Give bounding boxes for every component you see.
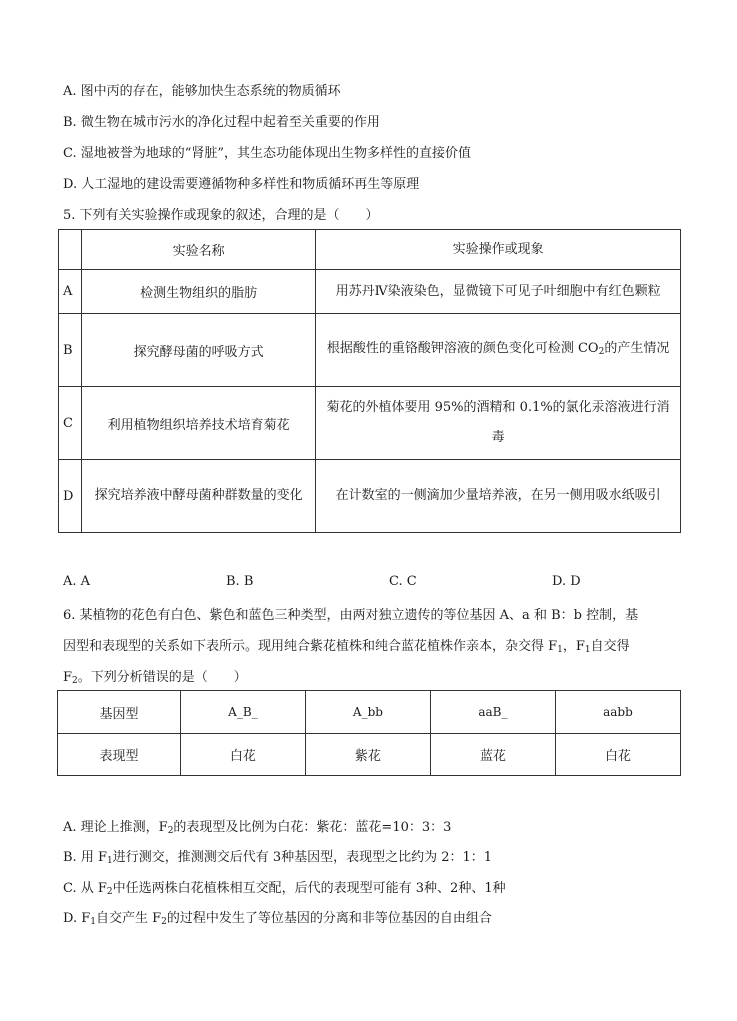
q6-option-b: B. 用 $F_1$进行测交，推测测交后代有 3种基因型，表现型之比约为 2：1：1: [63, 850, 493, 866]
q6-table: [57, 690, 681, 776]
phenotype-row: [58, 734, 681, 776]
genotype-cell: aabb: [555, 691, 680, 734]
table-row: [59, 460, 681, 533]
genotype-cell: A_bb: [305, 691, 430, 734]
q6-stem-line2: 因型和表现型的关系如下表所示。现用纯合紫花植株和纯合蓝花植株作亲本，杂交得 $F_1$，$F_1$自交得: [63, 639, 630, 655]
experiment-observation: 根据酸性的重铬酸钾溶液的颜色变化可检测 $CO_2$的产生情况: [316, 314, 681, 387]
q5-answer-a: A. A: [63, 574, 91, 589]
q6-option-a: A. 理论上推测，$F_2$的表现型及比例为白花：紫花：蓝花=10：3：3: [63, 820, 452, 836]
q6-option-d: D. $F_1$自交产生 $F_2$的过程中发生了等位基因的分离和非等位基因的自由组合: [63, 911, 492, 927]
genotype-row: [58, 691, 681, 734]
genotype-cell: aaB_: [430, 691, 555, 734]
q5-answer-b: B. B: [226, 574, 254, 589]
genotype-header: 基因型: [58, 691, 181, 734]
phenotype-cell: 白花: [555, 734, 680, 776]
phenotype-header: 表现型: [58, 734, 181, 776]
experiment-name: 探究培养液中酵母菌种群数量的变化: [81, 460, 315, 533]
q5-answer-c: C. C: [389, 574, 417, 589]
table-row: [59, 314, 681, 387]
q6-option-c: C. 从 $F_2$中任选两株白花植株相互交配，后代的表现型可能有 3种、2种、1种: [63, 881, 506, 897]
q4-option-c: C. 湿地被誉为地球的“肾脏”，其生态功能体现出生物多样性的直接价值: [63, 146, 472, 161]
table-row: [59, 270, 681, 314]
experiment-name: 利用植物组织培养技术培育菊花: [81, 387, 315, 460]
experiment-name: 探究酵母菌的呼吸方式: [81, 314, 315, 387]
genotype-cell: A_B_: [180, 691, 305, 734]
phenotype-cell: 紫花: [305, 734, 430, 776]
q4-option-d: D. 人工湿地的建设需要遵循物种多样性和物质循环再生等原理: [63, 177, 420, 192]
q6-stem-line3: $F_2$。下列分析错误的是（ ）: [63, 670, 247, 686]
q6-stem-line1: 6. 某植物的花色有白色、紫色和蓝色三种类型，由两对独立遗传的等位基因 A、a 和 B：b 控制，基: [63, 608, 639, 623]
q5-answer-d: D. D: [552, 574, 581, 589]
experiment-observation: 在计数室的一侧滴加少量培养液，在另一侧用吸水纸吸引: [316, 460, 681, 533]
row-label: A: [59, 270, 82, 314]
q5-stem: 5. 下列有关实验操作或现象的叙述，合理的是（ ）: [63, 208, 379, 223]
row-label: D: [59, 460, 82, 533]
phenotype-cell: 蓝花: [430, 734, 555, 776]
row-label: B: [59, 314, 82, 387]
header-cell: 实验名称: [81, 230, 315, 270]
experiment-observation: 菊花的外植体要用 95%的酒精和 0.1%的氯化汞溶液进行消毒: [316, 387, 681, 460]
experiment-observation: 用苏丹Ⅳ染液染色，显微镜下可见子叶细胞中有红色颗粒: [316, 270, 681, 314]
row-label: C: [59, 387, 82, 460]
header-blank-cell: [59, 230, 82, 270]
q5-table: [58, 229, 681, 533]
phenotype-cell: 白花: [180, 734, 305, 776]
table-row: [59, 387, 681, 460]
table-header-row: [59, 230, 681, 270]
experiment-name: 检测生物组织的脂肪: [81, 270, 315, 314]
header-cell: 实验操作或现象: [316, 230, 681, 270]
q4-option-a: A. 图中丙的存在，能够加快生态系统的物质循环: [63, 84, 341, 99]
q4-option-b: B. 微生物在城市污水的净化过程中起着至关重要的作用: [63, 115, 380, 130]
